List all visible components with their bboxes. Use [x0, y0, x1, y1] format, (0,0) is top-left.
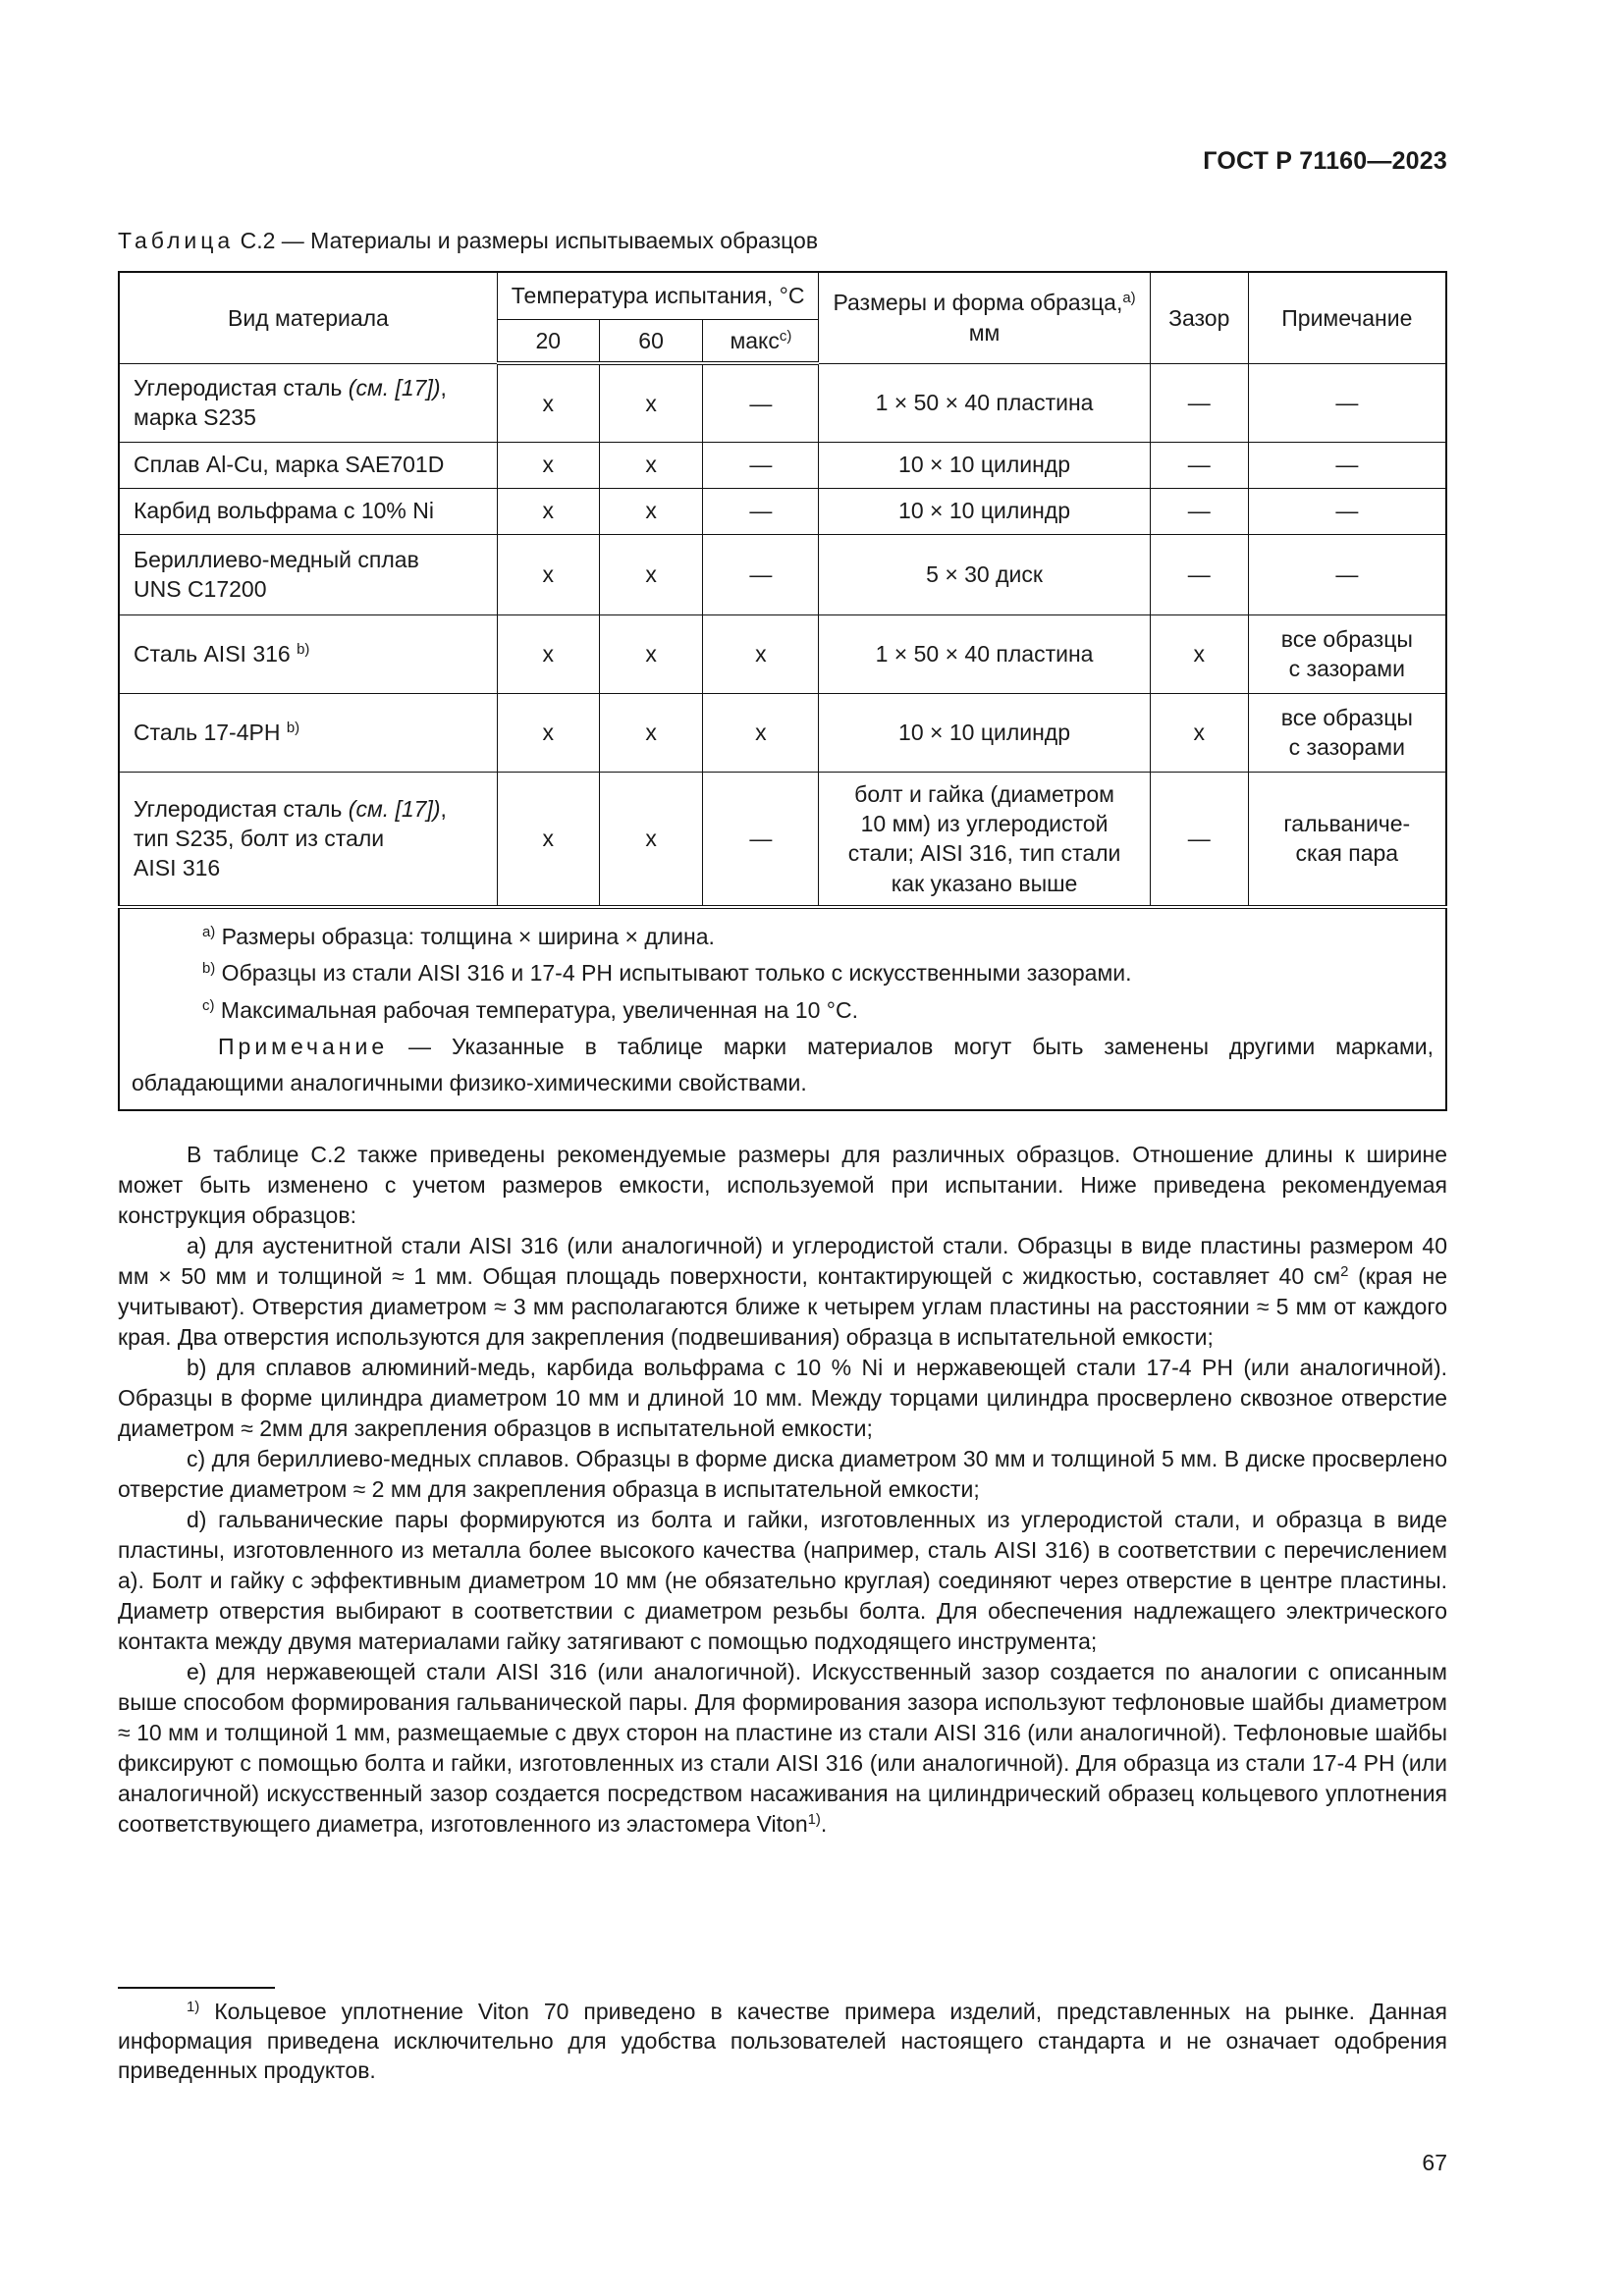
material-footnote-mark: b): [286, 719, 300, 736]
table-row: [119, 442, 1446, 488]
body-paragraph: b) для сплавов алюминий-медь, карбида вольфрама с 10 % Ni и нержавеющей стали 17-4 PH (или аналогичной). Образцы в форме цилиндра диаметром 10 мм и длиной 10 мм. Между торцами цилиндра просверлено сквозное отверстие диаметром ≈ 2мм для закрепления образцов в испытательной емкости;: [118, 1355, 1447, 1441]
cell-material: [119, 693, 497, 772]
footnote-mark: 1): [187, 1998, 200, 2015]
cell-note: [1248, 772, 1446, 907]
table-row: [119, 614, 1446, 693]
paragraph-text: .: [820, 1811, 828, 1837]
table-row: [119, 534, 1446, 614]
cell-material: Карбид вольфрама с 10% Ni: [119, 488, 497, 534]
body-text: [118, 1140, 1447, 1840]
table-notes: [119, 907, 1446, 1110]
footnote-mark: c): [202, 996, 215, 1014]
footnote-text: Образцы из стали AISI 316 и 17-4 PH испытывают только с искусственными зазорами.: [215, 960, 1132, 987]
cell-temp-max: —: [703, 363, 819, 442]
material-text: Сталь 17-4PH: [134, 719, 287, 745]
cell-gap: x: [1150, 614, 1248, 693]
cell-temp-20: x: [497, 614, 599, 693]
cell-temp-60: x: [599, 488, 703, 534]
header-size-unit: мм: [968, 319, 1001, 346]
material-text: Сталь AISI 316: [134, 640, 298, 667]
material-reference: (см. [17]): [348, 374, 441, 400]
cell-temp-60: x: [599, 693, 703, 772]
cell-temp-max: —: [703, 488, 819, 534]
cell-temp-60: x: [599, 442, 703, 488]
table-caption-label: Таблица: [118, 228, 235, 253]
cell-temp-20: x: [497, 442, 599, 488]
cell-temp-60: x: [599, 772, 703, 907]
cell-note: [1248, 693, 1446, 772]
cell-size: 10 × 10 цилиндр: [819, 442, 1150, 488]
material-text: UNS C17200: [134, 576, 267, 602]
cell-size: [819, 772, 1150, 907]
cell-temp-20: x: [497, 693, 599, 772]
size-text: 10 мм) из углеродистой: [860, 810, 1109, 836]
size-text: как указано выше: [891, 870, 1078, 896]
note-text: с зазорами: [1288, 734, 1405, 760]
body-paragraph: В таблице С.2 также приведены рекомендуемые размеры для различных образцов. Отношение длины к ширине может быть изменено с учетом размеров емкости, используемой при испытании. Ниже приведена рекомендуемая конструкция образцов:: [118, 1142, 1447, 1228]
cell-gap: —: [1150, 488, 1248, 534]
cell-note: [1248, 614, 1446, 693]
cell-material: [119, 772, 497, 907]
header-temp-max-sup: c): [779, 327, 792, 345]
footnote-text: Максимальная рабочая температура, увеличенная на 10 °С.: [214, 996, 858, 1023]
header-size-text: Размеры и форма образца,: [833, 290, 1123, 316]
note-text: все образцы: [1280, 625, 1413, 652]
header-temp-60: 60: [599, 319, 703, 363]
page-number: 67: [1422, 2150, 1447, 2175]
paragraph-text: а) для аустенитной стали AISI 316 (или аналогичной) и углеродистой стали. Образцы в виде пластины размером 40 мм × 50 мм и толщиной ≈ 1 мм. Общая площадь поверхности, контактирующей с жидкостью, составляет 40 см: [118, 1233, 1447, 1289]
page-footnote: [118, 1997, 1447, 2085]
table-row: [119, 772, 1446, 907]
cell-gap: —: [1150, 534, 1248, 614]
cell-gap: —: [1150, 363, 1248, 442]
cell-size: 10 × 10 цилиндр: [819, 488, 1150, 534]
footnote-mark: b): [202, 960, 216, 978]
paragraph-text: е) для нержавеющей стали AISI 316 (или аналогичной). Искусственный зазор создается по аналогии с описанным выше способом формирования гальванической пары. Для формирования зазора используют тефлоновые шайбы диаметром ≈ 10 мм и толщиной 1 мм, размещаемые с двух сторон на пластине из стали AISI 316 (или аналогичной). Тефлоновые шайбы фиксируют с помощью болта и гайки, изготовленных из стали AISI 316 (или аналогичной). Для образца из стали 17-4 PH (или аналогичной) искусственный зазор создается посредством насаживания на цилиндрический образец кольцевого уплотнения соответствующего диаметра, изготовленного из эластомера Viton: [118, 1659, 1447, 1837]
body-paragraph: [118, 1231, 1447, 1353]
material-text: Углеродистая сталь: [134, 374, 349, 400]
header-gap: Зазор: [1150, 272, 1248, 363]
cell-note: —: [1248, 363, 1446, 442]
cell-gap: —: [1150, 772, 1248, 907]
cell-temp-60: x: [599, 534, 703, 614]
material-text: ,: [440, 795, 447, 822]
material-footnote-mark: b): [297, 640, 310, 658]
cell-temp-60: x: [599, 363, 703, 442]
table-note-text: — Указанные в таблице марки материалов могут быть заменены другими марками, обладающими аналогичными физико-химическими свойствами.: [132, 1033, 1434, 1095]
header-size-sup: a): [1122, 290, 1136, 307]
table-note: [132, 1029, 1434, 1102]
footnote-divider: [118, 1987, 275, 1989]
table-header-row: [119, 272, 1446, 319]
cell-material: Сплав Al-Cu, марка SAE701D: [119, 442, 497, 488]
cell-note: —: [1248, 534, 1446, 614]
note-text: ская пара: [1295, 840, 1399, 867]
header-size-shape: [819, 272, 1150, 363]
cell-temp-max: x: [703, 693, 819, 772]
cell-material: [119, 614, 497, 693]
cell-temp-max: x: [703, 614, 819, 693]
header-temp-max: [703, 319, 819, 363]
material-text: AISI 316: [134, 855, 221, 881]
standard-code: ГОСТ Р 71160—2023: [1203, 147, 1447, 175]
table-row: [119, 488, 1446, 534]
cell-temp-20: x: [497, 772, 599, 907]
cell-size: 10 × 10 цилиндр: [819, 693, 1150, 772]
header-temperature: Температура испытания, °С: [497, 272, 818, 319]
cell-material: [119, 534, 497, 614]
cell-gap: —: [1150, 442, 1248, 488]
materials-table: [118, 271, 1447, 1111]
size-text: болт и гайка (диаметром: [854, 780, 1114, 807]
cell-temp-20: x: [497, 363, 599, 442]
material-text: тип S235, болт из стали: [134, 826, 385, 852]
cell-temp-max: —: [703, 534, 819, 614]
superscript: 2: [1340, 1262, 1349, 1280]
body-paragraph: d) гальванические пары формируются из болта и гайки, изготовленных из углеродистой стали, и образца в виде пластины, изготовленного из металла более высокого качества (например, сталь AISI 316) в соответствии с перечислением а). Болт и гайку с эффективным диаметром 10 мм (не обязательно круглая) соединяют через отверстие в центре пластины. Диаметр отверстия выбирают в соответствии с диаметром резьбы болта. Для обеспечения надлежащего электрического контакта между двумя материалами гайку затягивают с помощью подходящего инструмента;: [118, 1507, 1447, 1654]
material-text: Углеродистая сталь: [134, 795, 349, 822]
note-text: все образцы: [1280, 704, 1413, 730]
material-text: ,: [440, 374, 447, 400]
table-notes-row: [119, 907, 1446, 1110]
body-paragraph: [118, 1657, 1447, 1840]
table-caption: [118, 228, 818, 254]
table-footnote-c: [132, 992, 1434, 1029]
header-temp-max-text: макс: [730, 327, 780, 353]
table-footnote-b: [132, 955, 1434, 991]
cell-material: [119, 363, 497, 442]
material-reference: (см. [17]): [348, 795, 441, 822]
table-row: [119, 363, 1446, 442]
table-note-label: Примечание: [218, 1033, 389, 1059]
cell-size: 5 × 30 диск: [819, 534, 1150, 614]
cell-size: 1 × 50 × 40 пластина: [819, 363, 1150, 442]
table-row: [119, 693, 1446, 772]
size-text: стали; AISI 316, тип стали: [847, 840, 1121, 867]
material-text: марка S235: [134, 404, 256, 430]
table-caption-text: С.2 — Материалы и размеры испытываемых образцов: [234, 228, 819, 253]
header-note: Примечание: [1248, 272, 1446, 363]
note-text: гальваниче-: [1283, 810, 1411, 836]
footnote-mark: a): [202, 923, 216, 940]
cell-temp-max: —: [703, 772, 819, 907]
body-paragraph: с) для бериллиево-медных сплавов. Образцы в форме диска диаметром 30 мм и толщиной 5 мм. В диске просверлено отверстие диаметром ≈ 2 мм для закрепления образца в испытательной емкости;: [118, 1446, 1447, 1502]
material-text: Бериллиево-медный сплав: [134, 546, 419, 572]
cell-temp-max: —: [703, 442, 819, 488]
note-text: с зазорами: [1288, 656, 1405, 681]
cell-note: —: [1248, 488, 1446, 534]
footnote-reference: 1): [807, 1810, 821, 1828]
cell-temp-20: x: [497, 534, 599, 614]
cell-note: —: [1248, 442, 1446, 488]
cell-size: 1 × 50 × 40 пластина: [819, 614, 1150, 693]
header-temp-20: 20: [497, 319, 599, 363]
cell-gap: x: [1150, 693, 1248, 772]
footnote-text: Кольцевое уплотнение Viton 70 приведено в качестве примера изделий, представленных на рынке. Данная информация приведена исключительно для удобства пользователей настоящего стандарта и не означает одобрения приведенных продуктов.: [118, 1999, 1447, 2083]
cell-temp-20: x: [497, 488, 599, 534]
cell-temp-60: x: [599, 614, 703, 693]
header-material: Вид материала: [119, 272, 497, 363]
footnote-text: Размеры образца: толщина × ширина × длина.: [215, 924, 715, 949]
paragraph-text: (края не учитывают). Отверстия диаметром ≈ 3 мм располагаются ближе к четырем углам пластины на расстоянии ≈ 5 мм от каждого края. Два отверстия используются для закрепления (подвешивания) образца в испытательной емкости;: [118, 1263, 1447, 1350]
table-footnote-a: [132, 919, 1434, 955]
